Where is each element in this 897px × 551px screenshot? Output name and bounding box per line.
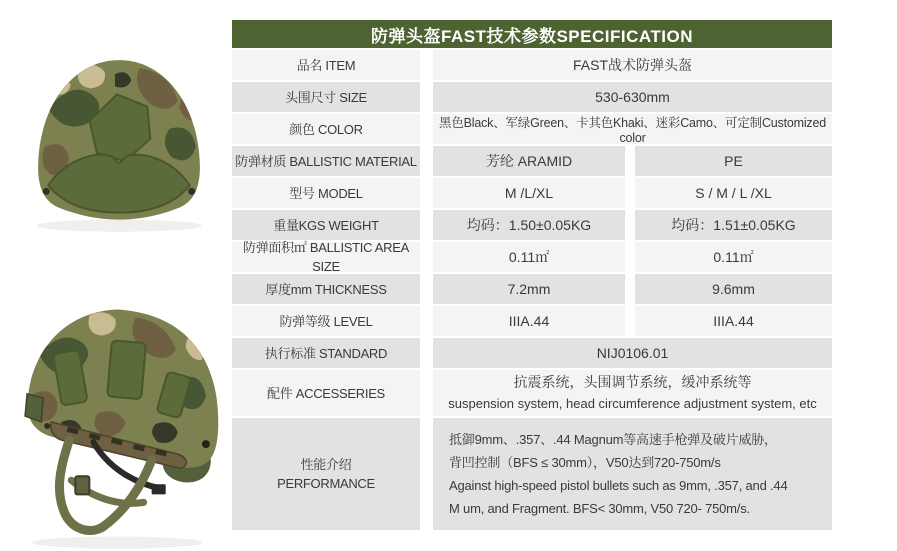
row-value-pe: S / M / L /XL bbox=[635, 178, 832, 208]
row-value bbox=[433, 370, 832, 416]
row-label: 执行标准 STANDARD bbox=[232, 338, 420, 368]
row-value-aramid: 7.2mm bbox=[433, 274, 625, 304]
performance-line-3: Against high-speed pistol bullets such as 9mm, .357, and .44 bbox=[449, 478, 788, 493]
row-value-pe: 9.6mm bbox=[635, 274, 832, 304]
performance-line-2: 背凹控制（BFS ≤ 30mm），V50达到720-750m/s bbox=[449, 455, 721, 470]
row-value-aramid: 芳纶 ARAMID bbox=[433, 146, 625, 176]
spec-row-weight bbox=[232, 210, 832, 240]
spec-row-model bbox=[232, 178, 832, 208]
row-label: 防弹材质 BALLISTIC MATERIAL bbox=[232, 146, 420, 176]
row-label bbox=[232, 418, 420, 530]
spec-row-size bbox=[232, 82, 832, 112]
strap-buckle bbox=[75, 476, 89, 494]
row-label: 防弹面积㎡ BALLISTIC AREA SIZE bbox=[232, 242, 420, 272]
spec-row-accessories bbox=[232, 370, 832, 416]
row-label: 厚度mm THICKNESS bbox=[232, 274, 420, 304]
performance-label-cn: 性能介绍 bbox=[300, 457, 352, 472]
row-value: NIJ0106.01 bbox=[433, 338, 832, 368]
spec-row-thickness bbox=[232, 274, 832, 304]
helmet-side-photo bbox=[5, 293, 231, 551]
row-label: 颜色 COLOR bbox=[232, 114, 420, 144]
row-label: 头围尺寸 SIZE bbox=[232, 82, 420, 112]
row-value-pe: 均码：1.51±0.05KG bbox=[635, 210, 832, 240]
front-bolt bbox=[44, 423, 50, 429]
spec-row-item bbox=[232, 50, 832, 80]
rail-bolt bbox=[202, 440, 210, 448]
accessories-line-en: suspension system, head circumference adjustment system, etc bbox=[448, 396, 817, 411]
side-screw-left bbox=[43, 188, 50, 195]
helmet-shadow bbox=[36, 220, 202, 232]
row-label: 配件 ACCESSERIES bbox=[232, 370, 420, 416]
row-value-pe: 0.11㎡ bbox=[635, 242, 832, 272]
row-label: 品名 ITEM bbox=[232, 50, 420, 80]
performance-label-en: PERFORMANCE bbox=[277, 476, 375, 491]
spec-row-area bbox=[232, 242, 832, 272]
spec-row-performance bbox=[232, 418, 832, 530]
row-value bbox=[433, 418, 832, 530]
spec-row-material bbox=[232, 146, 832, 176]
helmet-shadow bbox=[32, 537, 203, 549]
row-value-aramid: M /L/XL bbox=[433, 178, 625, 208]
row-value-aramid: IIIA.44 bbox=[433, 306, 625, 336]
velcro-patch-top bbox=[107, 340, 146, 399]
spec-row-color bbox=[232, 114, 832, 144]
strap-adjuster bbox=[152, 484, 166, 494]
row-value-aramid: 0.11㎡ bbox=[433, 242, 625, 272]
row-value-aramid: 均码：1.50±0.05KG bbox=[433, 210, 625, 240]
nvg-shroud bbox=[25, 394, 43, 422]
helmet-shell bbox=[25, 310, 218, 483]
performance-line-4: M um, and Fragment. BFS< 30mm, V50 720- 750m/s. bbox=[449, 501, 750, 516]
spec-table-title: 防弹头盔FAST技术参数SPECIFICATION bbox=[232, 20, 832, 48]
spec-row-standard bbox=[232, 338, 832, 368]
row-value-pe: PE bbox=[635, 146, 832, 176]
row-value-pe: IIIA.44 bbox=[635, 306, 832, 336]
spec-table bbox=[232, 20, 832, 530]
row-value: 530-630mm bbox=[433, 82, 832, 112]
performance-line-1: 抵御9mm、.357、.44 Magnum等高速手枪弹及破片威胁， bbox=[449, 432, 777, 447]
spec-row-level bbox=[232, 306, 832, 336]
row-value: FAST战术防弹头盔 bbox=[433, 50, 832, 80]
row-label: 型号 MODEL bbox=[232, 178, 420, 208]
accessories-line-cn: 抗震系统，头围调节系统，缓冲系统等 bbox=[513, 374, 752, 390]
row-value: 黑色Black、军绿Green、卡其色Khaki、迷彩Camo、可定制Customized color bbox=[433, 114, 832, 144]
helmet-shell bbox=[38, 60, 200, 220]
row-label: 重量KGS WEIGHT bbox=[232, 210, 420, 240]
side-screw-right bbox=[188, 188, 195, 195]
helmet-front-photo bbox=[18, 36, 220, 272]
row-label: 防弹等级 LEVEL bbox=[232, 306, 420, 336]
